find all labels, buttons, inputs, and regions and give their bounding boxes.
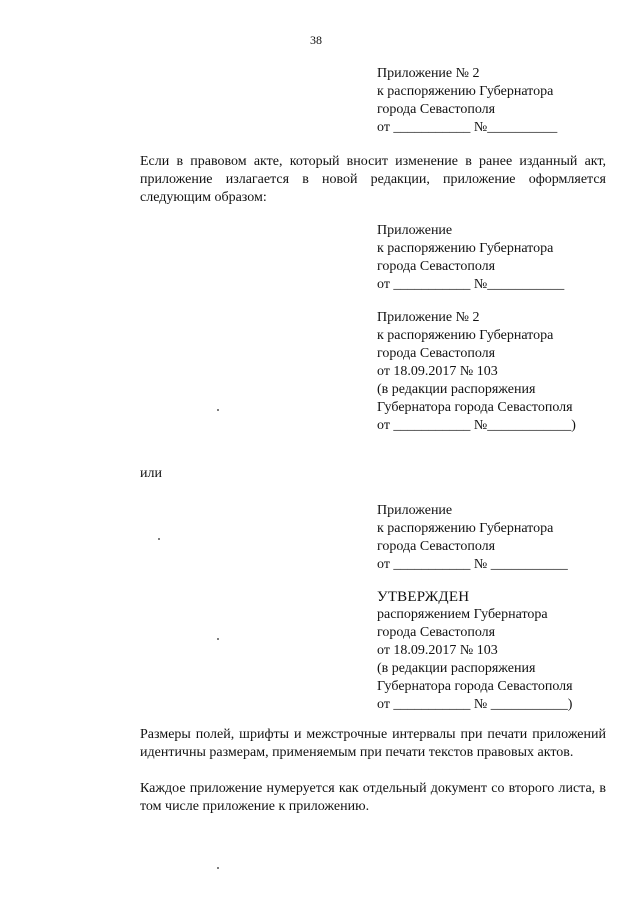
- annex-line: к распоряжению Губернатора: [377, 84, 554, 99]
- example1-annex-block: [377, 222, 564, 294]
- annex-line: Губернатора города Севастополя: [377, 679, 573, 694]
- scan-speck: [158, 538, 160, 540]
- annex-line: Приложение: [377, 503, 453, 518]
- annex-line: от ___________ №__________: [377, 120, 558, 135]
- closing-paragraph-1: [116, 726, 606, 762]
- annex-line: города Севастополя: [377, 259, 496, 274]
- or-text: или: [140, 466, 162, 481]
- example2-annex-block: [377, 502, 568, 574]
- header-annex-block: [377, 65, 557, 137]
- approved-heading: УТВЕРЖДЕН: [377, 589, 470, 605]
- annex-line: города Севастополя: [377, 625, 496, 640]
- annex-line: от ___________ №___________: [377, 277, 565, 292]
- annex-line: к распоряжению Губернатора: [377, 241, 554, 256]
- annex-line: распоряжением Губернатора: [377, 607, 548, 622]
- closing-paragraph-2: [116, 780, 606, 816]
- closing-paragraph-1-text: Размеры полей, шрифты и межстрочные интервалы при печати приложений идентичны размерам, применяемым при печати текстов правовых актов.: [140, 727, 606, 760]
- scan-speck: [217, 409, 219, 411]
- page-number: 38: [310, 33, 322, 47]
- annex-line: от ___________ № ___________): [377, 697, 573, 712]
- annex-line: от ___________ № ___________: [377, 557, 568, 572]
- scan-speck: [217, 867, 219, 869]
- annex-line: Приложение № 2: [377, 310, 480, 325]
- annex-line: к распоряжению Губернатора: [377, 328, 554, 343]
- annex-line: от 18.09.2017 № 103: [377, 364, 498, 379]
- annex-line: города Севастополя: [377, 102, 496, 117]
- annex-line: (в редакции распоряжения: [377, 661, 536, 676]
- example1-revised-block: [377, 309, 576, 435]
- annex-line: Приложение № 2: [377, 66, 480, 81]
- annex-line: города Севастополя: [377, 346, 496, 361]
- annex-line: города Севастополя: [377, 539, 496, 554]
- annex-line: Приложение: [377, 223, 453, 238]
- annex-line: от ___________ №____________): [377, 418, 576, 433]
- closing-paragraph-2-text: Каждое приложение нумеруется как отдельный документ со второго листа, в том числе приложение к приложению.: [140, 781, 606, 814]
- intro-paragraph: [116, 153, 606, 207]
- annex-line: к распоряжению Губернатора: [377, 521, 554, 536]
- annex-line: Губернатора города Севастополя: [377, 400, 573, 415]
- annex-line: (в редакции распоряжения: [377, 382, 536, 397]
- annex-line: от 18.09.2017 № 103: [377, 643, 498, 658]
- scan-speck: [217, 638, 219, 640]
- example2-approved-block: [377, 588, 573, 714]
- intro-paragraph-text: Если в правовом акте, который вносит изменение в ранее изданный акт, приложение излагается в новой редакции, приложение оформляется следующим образом:: [140, 154, 606, 205]
